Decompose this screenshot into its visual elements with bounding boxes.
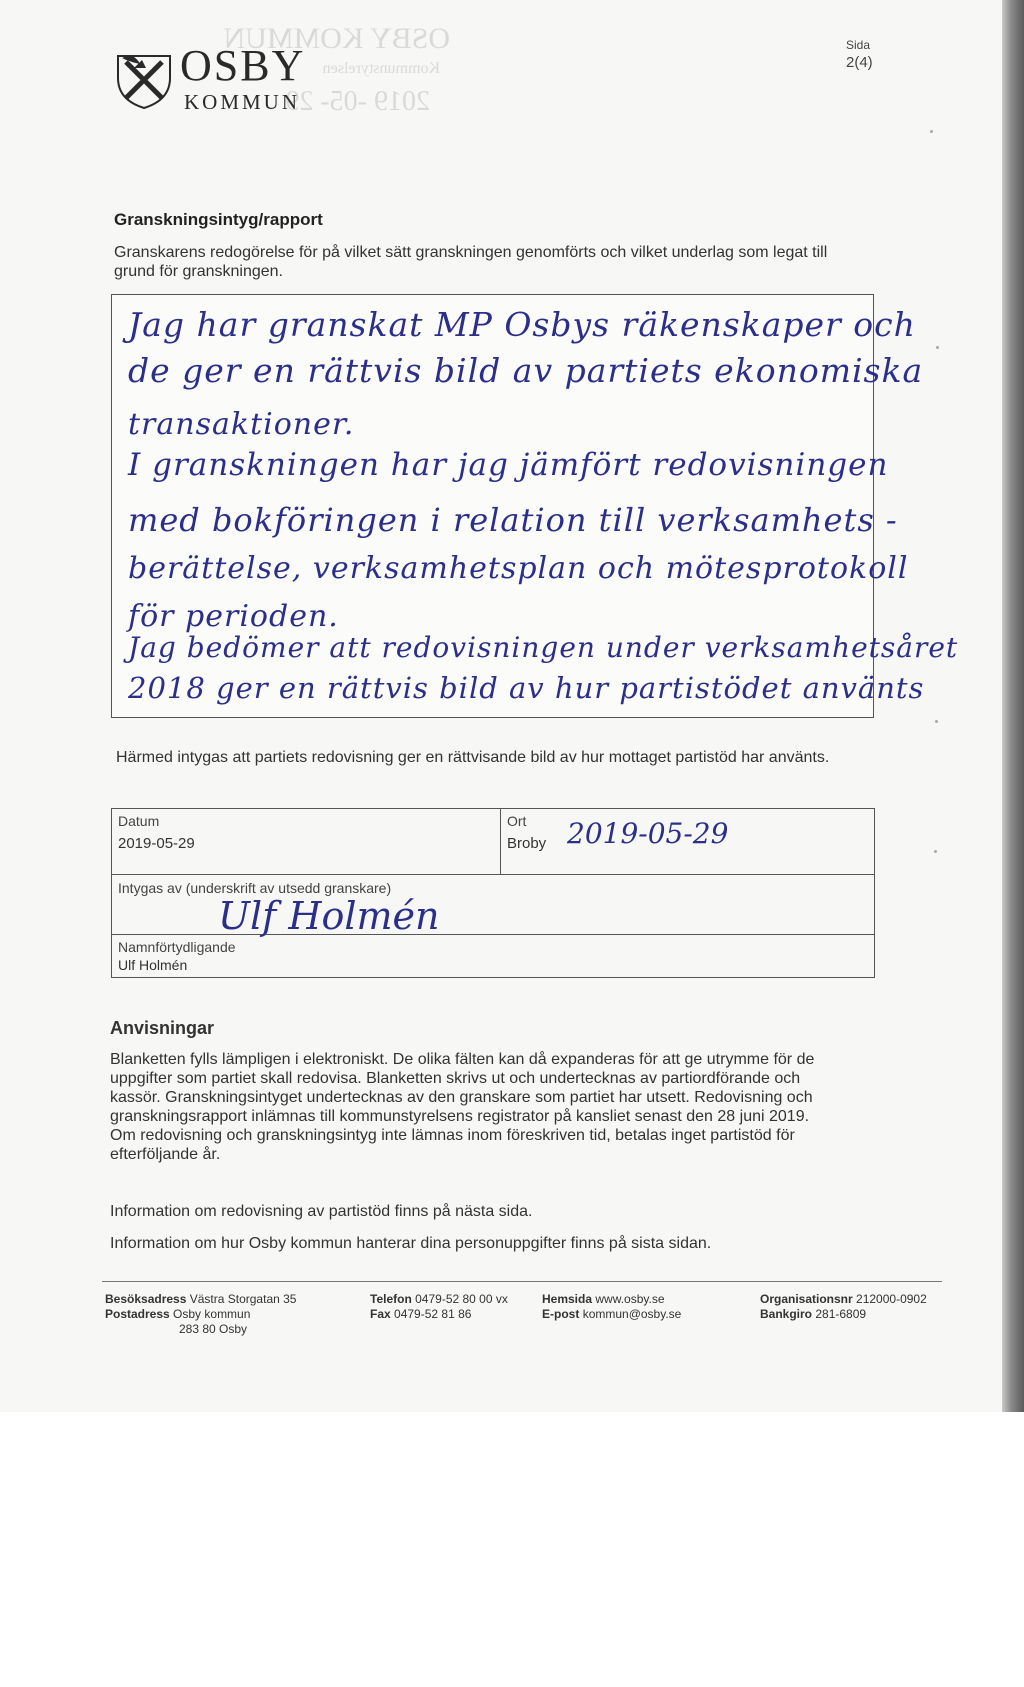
place-handwritten-date: 2019-05-29 [567, 817, 729, 850]
name-label: Namnförtydligande [118, 939, 236, 955]
giro-value: 281-6809 [815, 1307, 867, 1321]
scan-speck [934, 850, 937, 853]
instructions-paragraph-2: Information om redovisning av partistöd finns på nästa sida. [110, 1203, 533, 1220]
post-value: Osby kommun [173, 1307, 251, 1321]
signature: Ulf Holmén [218, 894, 440, 938]
hand-line-5: med bokföringen i relation till verksamhets - [128, 501, 898, 539]
handwritten-report [112, 295, 959, 717]
fax-label: Fax [370, 1307, 391, 1321]
certification-statement: Härmed intygas att partiets redovisning ger en rättvisande bild av hur mottaget partistöd har använts. [116, 749, 830, 766]
hand-line-8: Jag bedömer att redovisningen under verksamhetsåret [128, 631, 959, 664]
web-value: www.osby.se [595, 1292, 665, 1306]
scan-speck [935, 720, 938, 723]
post-label: Postadress [105, 1307, 170, 1321]
place-label: Ort [507, 813, 527, 829]
date-place-row [112, 809, 874, 875]
signature-row [112, 874, 874, 938]
email-value: kommun@osby.se [582, 1307, 682, 1321]
date-label: Datum [118, 813, 160, 829]
footer-rule [102, 1281, 942, 1282]
report-intro: Granskarens redogörelse för på vilket sätt granskningen genomförts och vilket underlag som legat till grund för granskningen. [114, 244, 828, 280]
footer-address [105, 1292, 296, 1337]
org-label: Organisationsnr [760, 1292, 853, 1306]
report-box [111, 294, 959, 718]
hand-line-4: I granskningen har jag jämfört redovisningen [128, 447, 889, 483]
email-label: E-post [542, 1307, 580, 1321]
name-value: Ulf Holmén [118, 957, 188, 973]
scan-speck [930, 130, 933, 133]
page-number [846, 38, 873, 71]
scan-edge [1002, 0, 1024, 1412]
date-value: 2019-05-29 [118, 835, 195, 852]
footer-web [542, 1292, 681, 1322]
instructions-title: Anvisningar [110, 1018, 215, 1038]
signature-form [111, 808, 875, 978]
visit-label: Besöksadress [105, 1292, 187, 1306]
logo-sub: KOMMUN [184, 90, 301, 114]
stamp-line-2: Kommunstyrelsen [322, 60, 440, 77]
hand-line-7: för perioden. [128, 599, 339, 634]
hand-line-9: 2018 ger en rättvis bild av hur partistödet använts [128, 671, 925, 705]
scan-speck [936, 346, 939, 349]
stamp-line-1: OSBY KOMMUN [223, 22, 450, 55]
footer-org [760, 1292, 927, 1322]
logo-name: OSBY [180, 41, 306, 90]
received-stamp [215, 22, 470, 162]
giro-label: Bankgiro [760, 1307, 813, 1321]
stamp-line-3: 2019 -05- 29 [285, 86, 430, 117]
instructions-paragraph-3: Information om hur Osby kommun hanterar dina personuppgifter finns på sista sidan. [110, 1235, 712, 1252]
coat-of-arms-icon [112, 48, 176, 112]
visit-value: Västra Storgatan 35 [189, 1292, 297, 1306]
hand-line-1: Jag har granskat MP Osbys räkenskaper och [128, 305, 916, 344]
phone-label: Telefon [370, 1292, 412, 1306]
web-label: Hemsida [542, 1292, 593, 1306]
instructions-paragraph-1: Blanketten fylls lämpligen i elektroniskt. De olika fälten kan då expanderas för att ge utrymme för de uppgifter som partiet skall redovisa. Blanketten skrivs ut och undertecknas av partiordförande och kassör. Granskningsintyget undertecknas av den granskare som partiet har utsett. Redovisning och granskningsrapport inlämnas till kommunstyrelsens registrator på kansliet senast den 28 juni 2019. Om redovisning och granskningsintyg inte lämnas inom föreskriven tid, betalas inget partistöd för efterföljande år. [110, 1051, 815, 1163]
fax-value: 0479-52 81 86 [394, 1307, 472, 1321]
hand-line-2: de ger en rättvis bild av partiets ekonomiska [128, 351, 924, 390]
footer-phone [370, 1292, 508, 1322]
post-value-2: 283 80 Osby [179, 1322, 248, 1336]
certified-label: Intygas av (underskrift av utsedd granskare) [118, 880, 392, 896]
page-label: Sida [846, 38, 871, 52]
hand-line-3: transaktioner. [128, 407, 355, 442]
hand-line-6: berättelse, verksamhetsplan och mötesprotokoll [128, 551, 909, 586]
form-divider [500, 809, 501, 874]
phone-value: 0479-52 80 00 vx [415, 1292, 508, 1306]
report-title: Granskningsintyg/rapport [114, 210, 323, 229]
place-value: Broby [507, 835, 547, 852]
page-value: 2(4) [846, 54, 873, 71]
org-value: 212000-0902 [856, 1292, 927, 1306]
